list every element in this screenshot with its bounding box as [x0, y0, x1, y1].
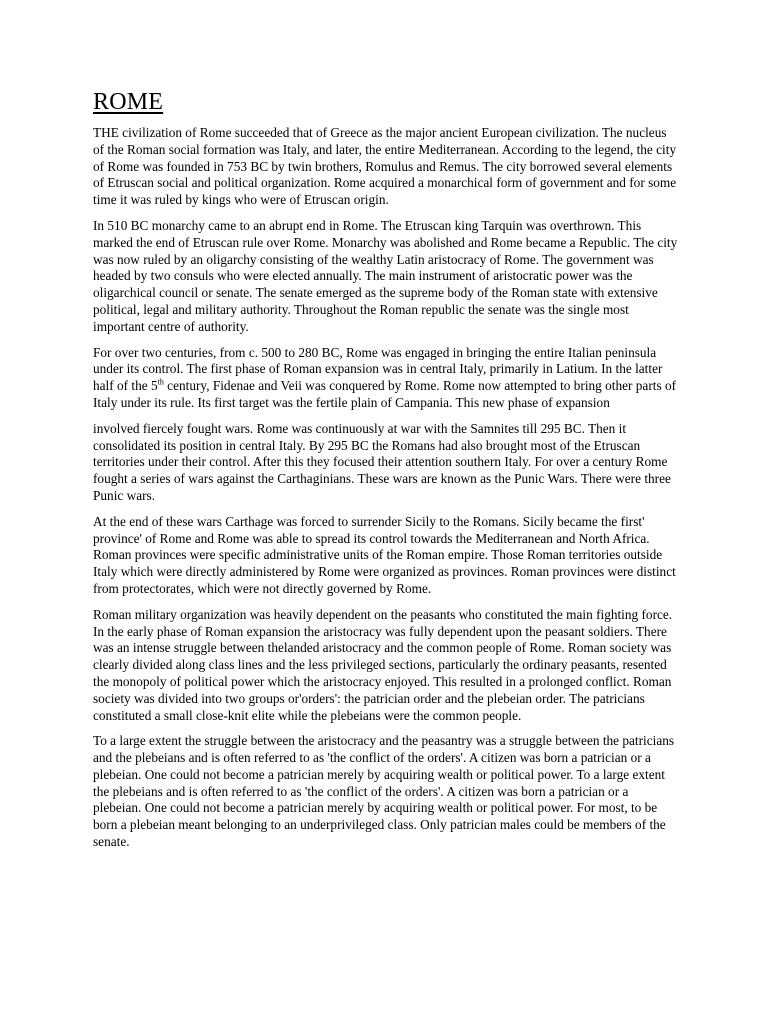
- paragraph-5: At the end of these wars Carthage was forced to surrender Sicily to the Romans. Sicily became the first' province' of Rome and Rome was able to spread its control towards the Mediterranean and North Africa. Roman provinces were specific administrative units of the Roman empire. Those Roman territories outside Italy which were directly administered by Rome were organized as provinces. Roman provinces were distinct from protectorates, which were not directly governed by Rome.: [93, 513, 676, 596]
- paragraph-1: THE civilization of Rome succeeded that of Greece as the major ancient European civilization. The nucleus of the Roman social formation was Italy, and later, the entire Mediterranean. According to the legend, the city of Rome was founded in 753 BC by twin brothers, Romulus and Remus. The city borrowed several elements of Etruscan social and political organization. Rome acquired a monarchical form of government and for some time it was ruled by kings who were of Etruscan origin.: [93, 125, 677, 208]
- paragraph-3-part-1: For over two centuries, from c. 500 to 280 BC, Rome was engaged in bringing the entire Italian peninsula under its control. The first phase of Roman expansion was in central Italy, primarily in Latium. In the latter half of the 5: [93, 344, 663, 394]
- paragraph-7: To a large extent the struggle between the aristocracy and the peasantry was a struggle between the patricians and the plebeians and is often referred to as 'the conflict of the orders'. A citizen was born a patrician or a plebeian. One could not become a patrician merely by acquiring wealth or political power. To a large extent the plebeians and is often referred to as 'the conflict of the orders'. A citizen was born a patrician or a plebeian. One could not become a patrician merely by acquiring wealth or political power. For most, to be born a plebeian meant belonging to an underprivileged class. Only patrician males could be members of the senate.: [93, 733, 675, 850]
- paragraph-6: Roman military organization was heavily dependent on the peasants who constituted the main fighting force. In the early phase of Roman expansion the aristocracy was fully dependent upon the peasant soldiers. There was an intense struggle between thelanded aristocracy and the common people of Rome. Roman society was clearly divided along class lines and the less privileged sections, particularly the ordinary peasants, resented the monopoly of political power which the aristocracy enjoyed. This resulted in a prolonged conflict. Roman society was divided into two groups or'orders': the patrician order and the plebeian order. The patricians constituted a small close-knit elite while the plebeians were the common people.: [93, 606, 673, 723]
- paragraph-2: In 510 BC monarchy came to an abrupt end in Rome. The Etruscan king Tarquin was overthrown. This marked the end of Etruscan rule over Rome. Monarchy was abolished and Rome became a Republic. The city was now ruled by an oligarchy consisting of the wealthy Latin aristocracy of Rome. The government was headed by two consuls who were elected annually. The main instrument of aristocratic power was the oligarchical council or senate. The senate emerged as the supreme body of the Roman state with extensive political, legal and military authority. Throughout the Roman republic the senate was the single most important centre of authority.: [93, 217, 678, 334]
- document-title: ROME: [93, 89, 164, 115]
- ordinal-superscript: th: [157, 377, 164, 387]
- document-page: [93, 88, 679, 860]
- paragraph-4: involved fiercely fought wars. Rome was continuously at war with the Samnites till 295 BC. Then it consolidated its position in central Italy. By 295 BC the Romans had also brought most of the Etruscan territories under their control. After this they focused their attention southern Italy. For over a century Rome fought a series of wars against the Carthaginians. These wars are known as the Punic Wars. There were three Punic wars.: [93, 420, 671, 503]
- paragraph-3: [93, 345, 679, 412]
- paragraph-3-part-2: century, Fidenae and Veii was conquered by Rome. Rome now attempted to bring other parts of Italy under its rule. Its first target was the fertile plain of Campania. This new phase of expansion: [93, 378, 677, 410]
